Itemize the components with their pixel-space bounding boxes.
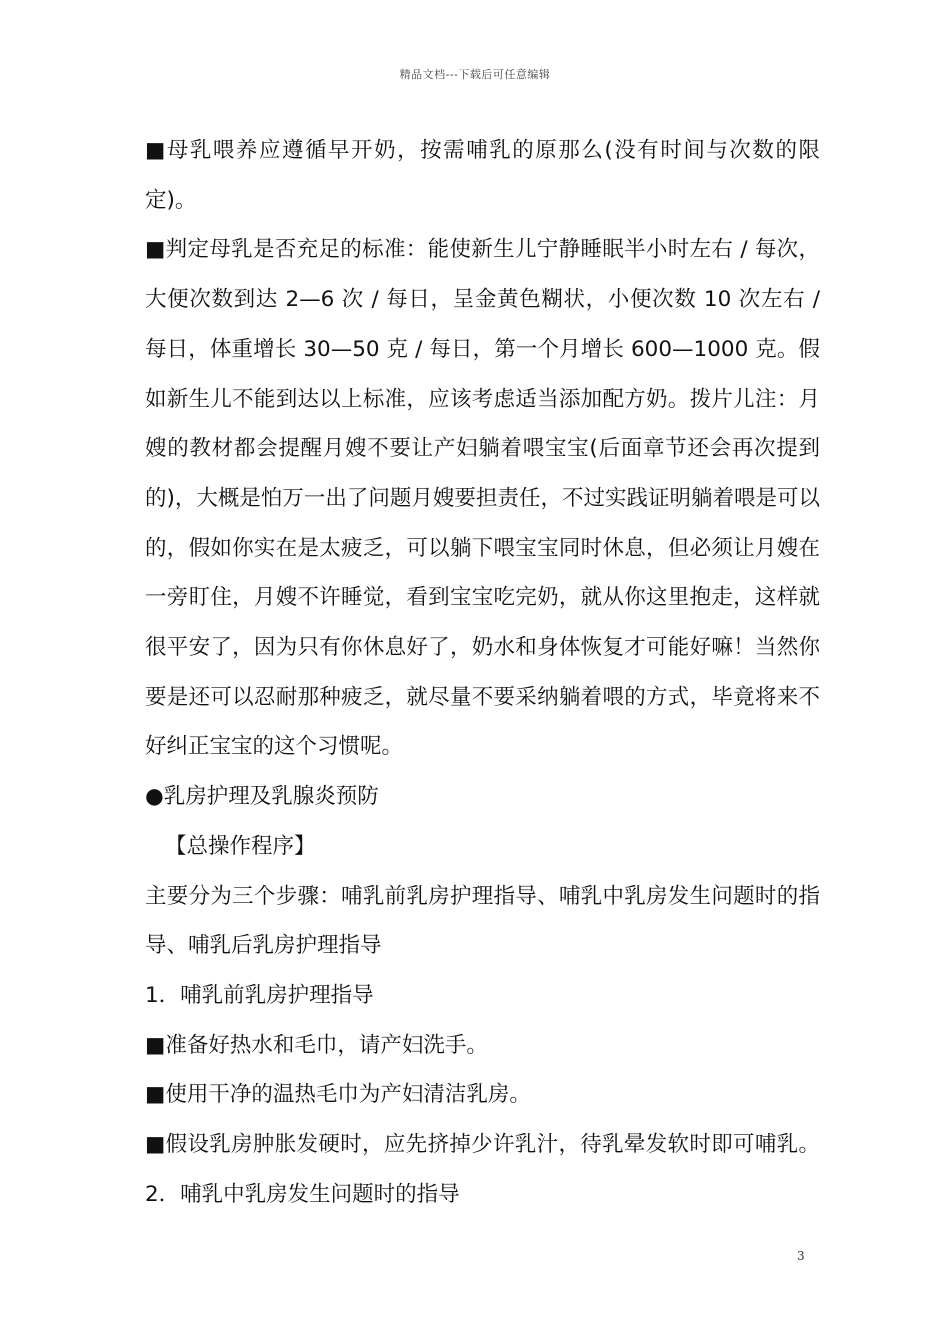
document-body (145, 126, 820, 1219)
list-item-prepare-water: ■准备好热水和毛巾，请产妇洗手。 (145, 1032, 488, 1058)
section-heading-breast-care: ●乳房护理及乳腺炎预防 (145, 784, 379, 810)
subheading-procedure: 【总操作程序】 (165, 833, 316, 859)
page-header: 精品文档---下载后可任意编辑 (399, 68, 551, 81)
list-item-clean-breast: ■使用干净的温热毛巾为产妇清洁乳房。 (145, 1082, 531, 1108)
paragraph-feeding-principle: ■母乳喂养应遵循早开奶，按需哺乳的原那么(没有时间与次数的限定)。 (145, 138, 820, 213)
paragraph-milk-sufficiency: ■判定母乳是否充足的标准：能使新生儿宁静睡眠半小时左右 / 每次，大便次数到达 2—6 次 / 每日，呈金黄色糊状，小便次数 10 次左右 / 每日，体重增长 30—50 克 / 每日，第一个月增长 600—1000 克。假如新生儿不能到达以上标准，应该考虑适当添加配方奶。拨片儿注：月嫂的教材都会提醒月嫂不要让产妇躺着喂宝宝(后面章节还会再次提到的)，大概是怕万一出了问题月嫂要担责任，不过实践证明躺着喂是可以的，假如你实在是太疲乏，可以躺下喂宝宝同时休息，但必须让月嫂在一旁盯住，月嫂不许睡觉，看到宝宝吃完奶，就从你这里抱走，这样就很平安了，因为只有你休息好了，奶水和身体恢复才可能好嘛！当然你要是还可以忍耐那种疲乏，就尽量不要采纳躺着喂的方式，毕竟将来不好纠正宝宝的这个习惯呢。 (145, 237, 820, 760)
paragraph-three-steps: 主要分为三个步骤：哺乳前乳房护理指导、哺乳中乳房发生问题时的指导、哺乳后乳房护理指导 (145, 883, 820, 959)
step-heading-pre-feeding: 1．哺乳前乳房护理指导 (145, 982, 374, 1008)
list-item-swelling: ■假设乳房肿胀发硬时，应先挤掉少许乳汁，待乳晕发软时即可哺乳。2．哺乳中乳房发生问题时的指导 (145, 1132, 820, 1207)
page-number: 3 (797, 1249, 805, 1263)
